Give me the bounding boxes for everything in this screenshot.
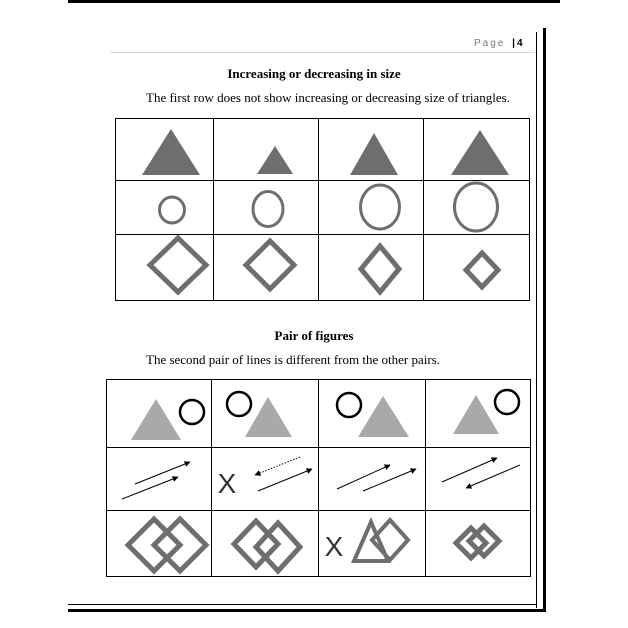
- overlapping-diamonds: [234, 521, 300, 571]
- section1-title: Increasing or decreasing in size: [227, 66, 401, 81]
- triangle-icon: [358, 396, 409, 437]
- circle-icon: [495, 390, 519, 414]
- circle-icon: [337, 393, 361, 417]
- parallel-arrows-pair: [122, 462, 190, 499]
- circle-icon: [180, 400, 204, 424]
- triangle-icon: [453, 395, 499, 434]
- opposite-arrows-pair: [442, 458, 520, 488]
- triangle-diamond-overlap: [354, 520, 408, 561]
- section1-statement: The first row does not show increasing or decreasing size of triangles.: [146, 90, 510, 105]
- circle-icon: [227, 392, 251, 416]
- table2-grid: [106, 379, 531, 577]
- page-label: Page: [474, 38, 506, 49]
- dotted-arrows-pair: [255, 457, 312, 491]
- cross-mark: X: [324, 531, 344, 562]
- parallel-arrows-pair: [337, 465, 416, 491]
- section2-statement: The second pair of lines is different from the other pairs.: [146, 352, 440, 367]
- triangle-icon: [131, 399, 181, 440]
- overlapping-diamonds: [456, 526, 499, 558]
- section2-title: Pair of figures: [274, 328, 354, 343]
- page-number-value: 4: [516, 38, 523, 49]
- overlapping-diamonds: [128, 519, 206, 571]
- cross-mark: X: [217, 468, 237, 499]
- page-number: Page | 4: [474, 38, 523, 49]
